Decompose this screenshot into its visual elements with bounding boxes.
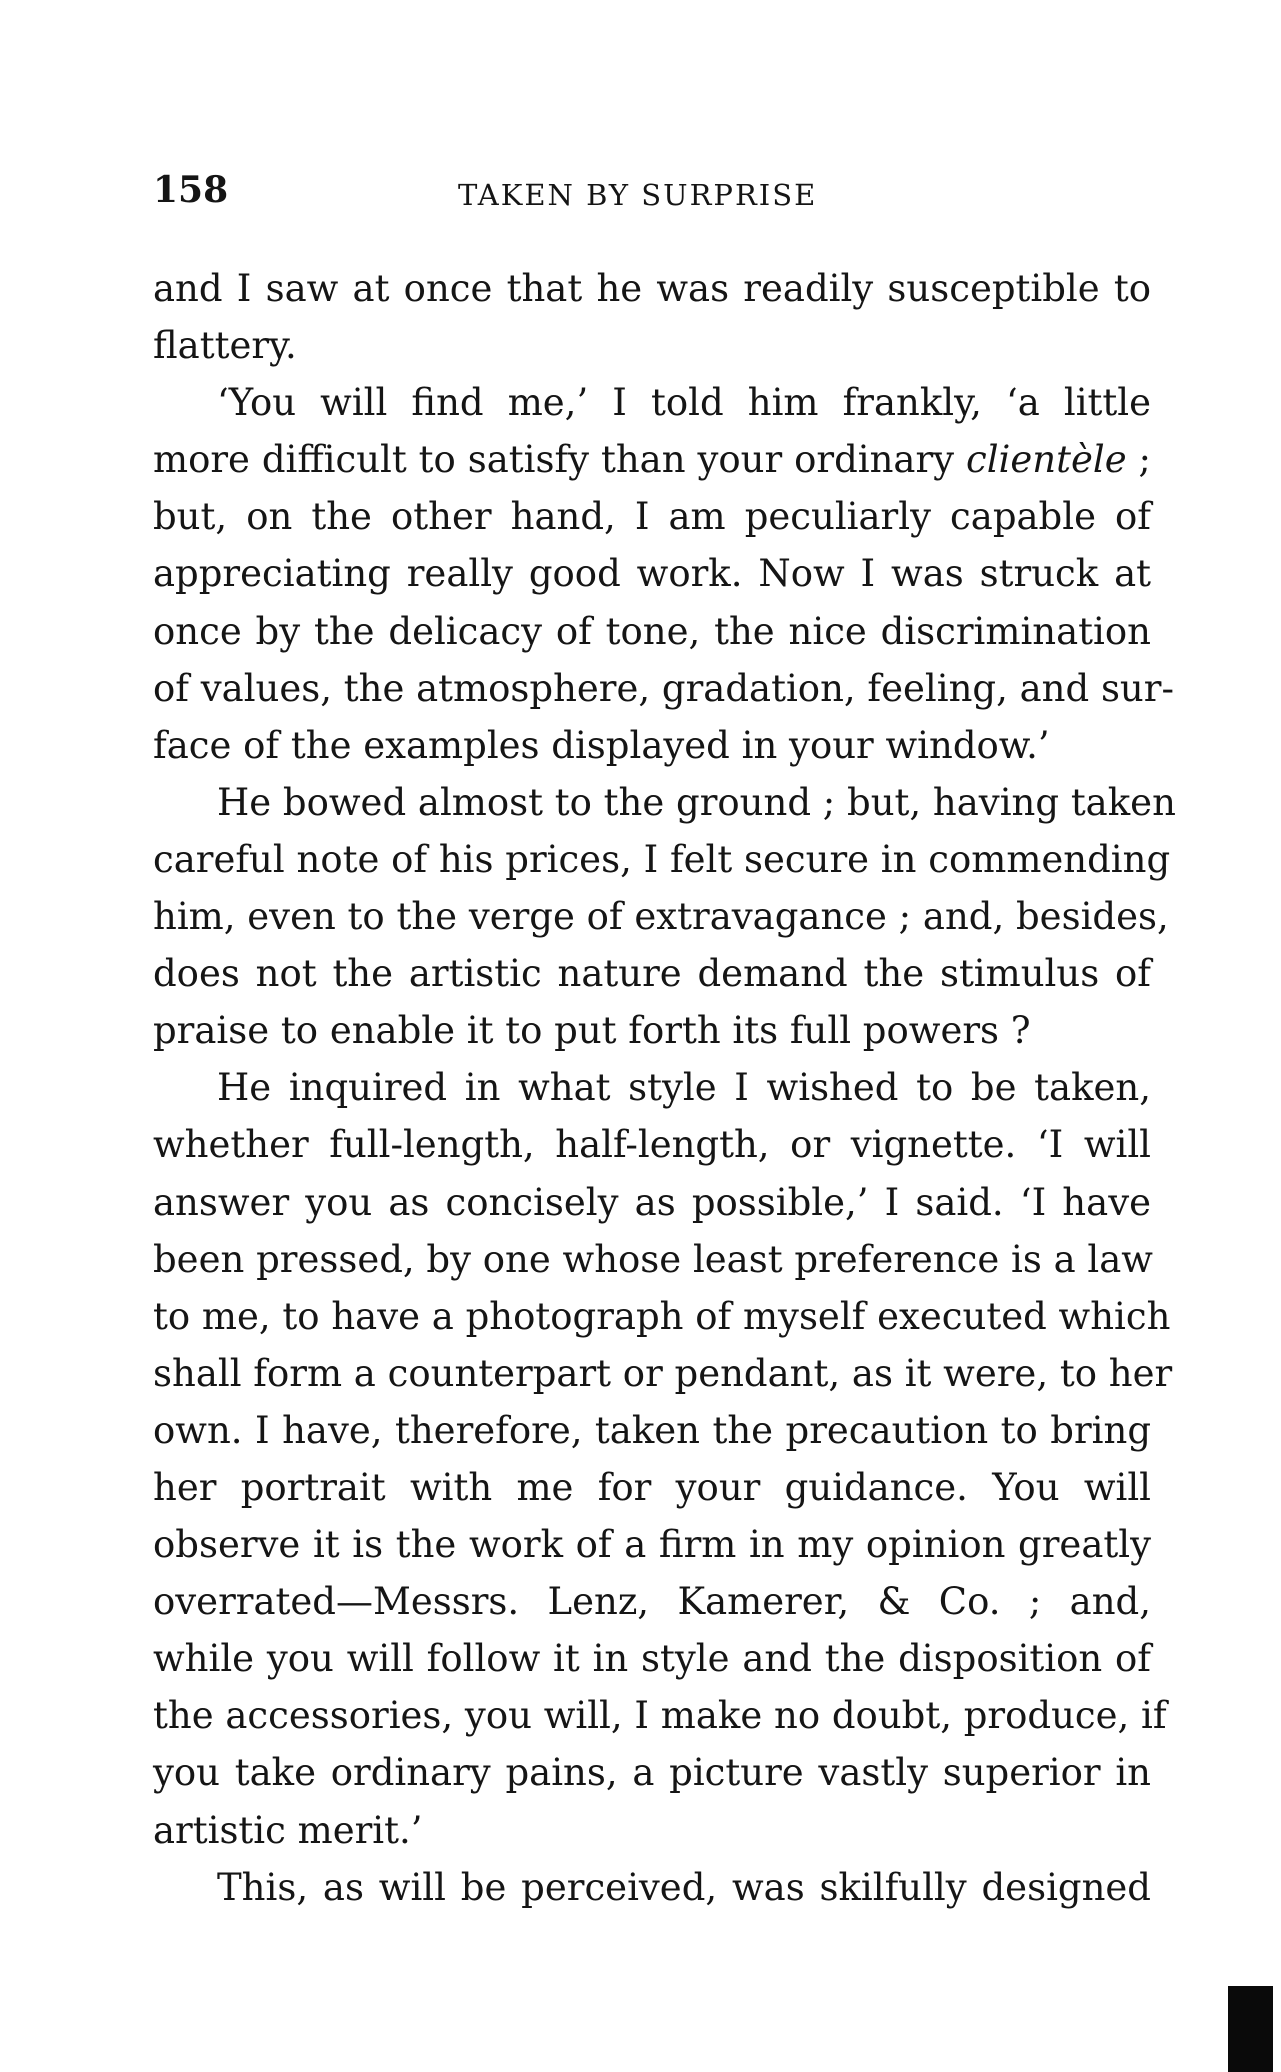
text-line: once by the delicacy of tone, the nice discrimination <box>153 609 1151 653</box>
text-line: observe it is the work of a firm in my opinion greatly <box>153 1523 1151 1567</box>
text-line: more difficult to satisfy than your ordinary clientèle ; <box>153 438 1151 482</box>
text-line: ‘You will find me,’ I told him frankly, ‘a little <box>217 381 1151 425</box>
text-line: answer you as concisely as possible,’ I said. ‘I have <box>153 1180 1151 1224</box>
text-line: praise to enable it to put forth its full powers ? <box>153 1009 1031 1053</box>
scan-edge-mark <box>1228 1986 1273 2072</box>
text-line: of values, the atmosphere, gradation, feeling, and sur- <box>153 666 1174 710</box>
text-line: artistic merit.’ <box>153 1808 423 1852</box>
text-line: does not the artistic nature demand the stimulus of <box>153 952 1151 996</box>
text-line: to me, to have a photograph of myself executed which <box>153 1294 1171 1338</box>
italic-word: clientèle <box>965 438 1127 482</box>
text-line: him, even to the verge of extravagance ; and, besides, <box>153 895 1169 939</box>
text-line: whether full-length, half-length, or vignette. ‘I will <box>153 1123 1151 1167</box>
text-line: This, as will be perceived, was skilfully designed <box>217 1865 1151 1909</box>
text-line: own. I have, therefore, taken the precaution to bring <box>153 1408 1151 1452</box>
text-line: but, on the other hand, I am peculiarly capable of <box>153 495 1151 539</box>
text-line: her portrait with me for your guidance. You will <box>153 1465 1151 1509</box>
running-title: TAKEN BY SURPRISE <box>458 178 818 212</box>
text-line: appreciating really good work. Now I was struck at <box>153 552 1151 596</box>
text-line: He bowed almost to the ground ; but, having taken <box>217 780 1176 824</box>
text-line: and I saw at once that he was readily susceptible to <box>153 267 1151 310</box>
text-line: He inquired in what style I wished to be taken, <box>217 1066 1151 1110</box>
text-line: careful note of his prices, I felt secure in commending <box>153 837 1171 881</box>
body-text <box>153 260 1176 1916</box>
text-line: face of the examples displayed in your window.’ <box>153 723 1050 767</box>
page-number: 158 <box>153 169 229 211</box>
running-head <box>153 170 1143 220</box>
text-line: you take ordinary pains, a picture vastly superior in <box>153 1751 1151 1795</box>
text-line: flattery. <box>153 324 297 368</box>
text-line: the accessories, you will, I make no doubt, produce, if <box>153 1694 1167 1738</box>
text-line: while you will follow it in style and the disposition of <box>153 1637 1151 1681</box>
text-line: shall form a counterpart or pendant, as it were, to her <box>153 1351 1173 1395</box>
text-line: been pressed, by one whose least preference is a law <box>153 1237 1153 1281</box>
text-line: overrated—Messrs. Lenz, Kamerer, & Co. ; and, <box>153 1580 1151 1624</box>
